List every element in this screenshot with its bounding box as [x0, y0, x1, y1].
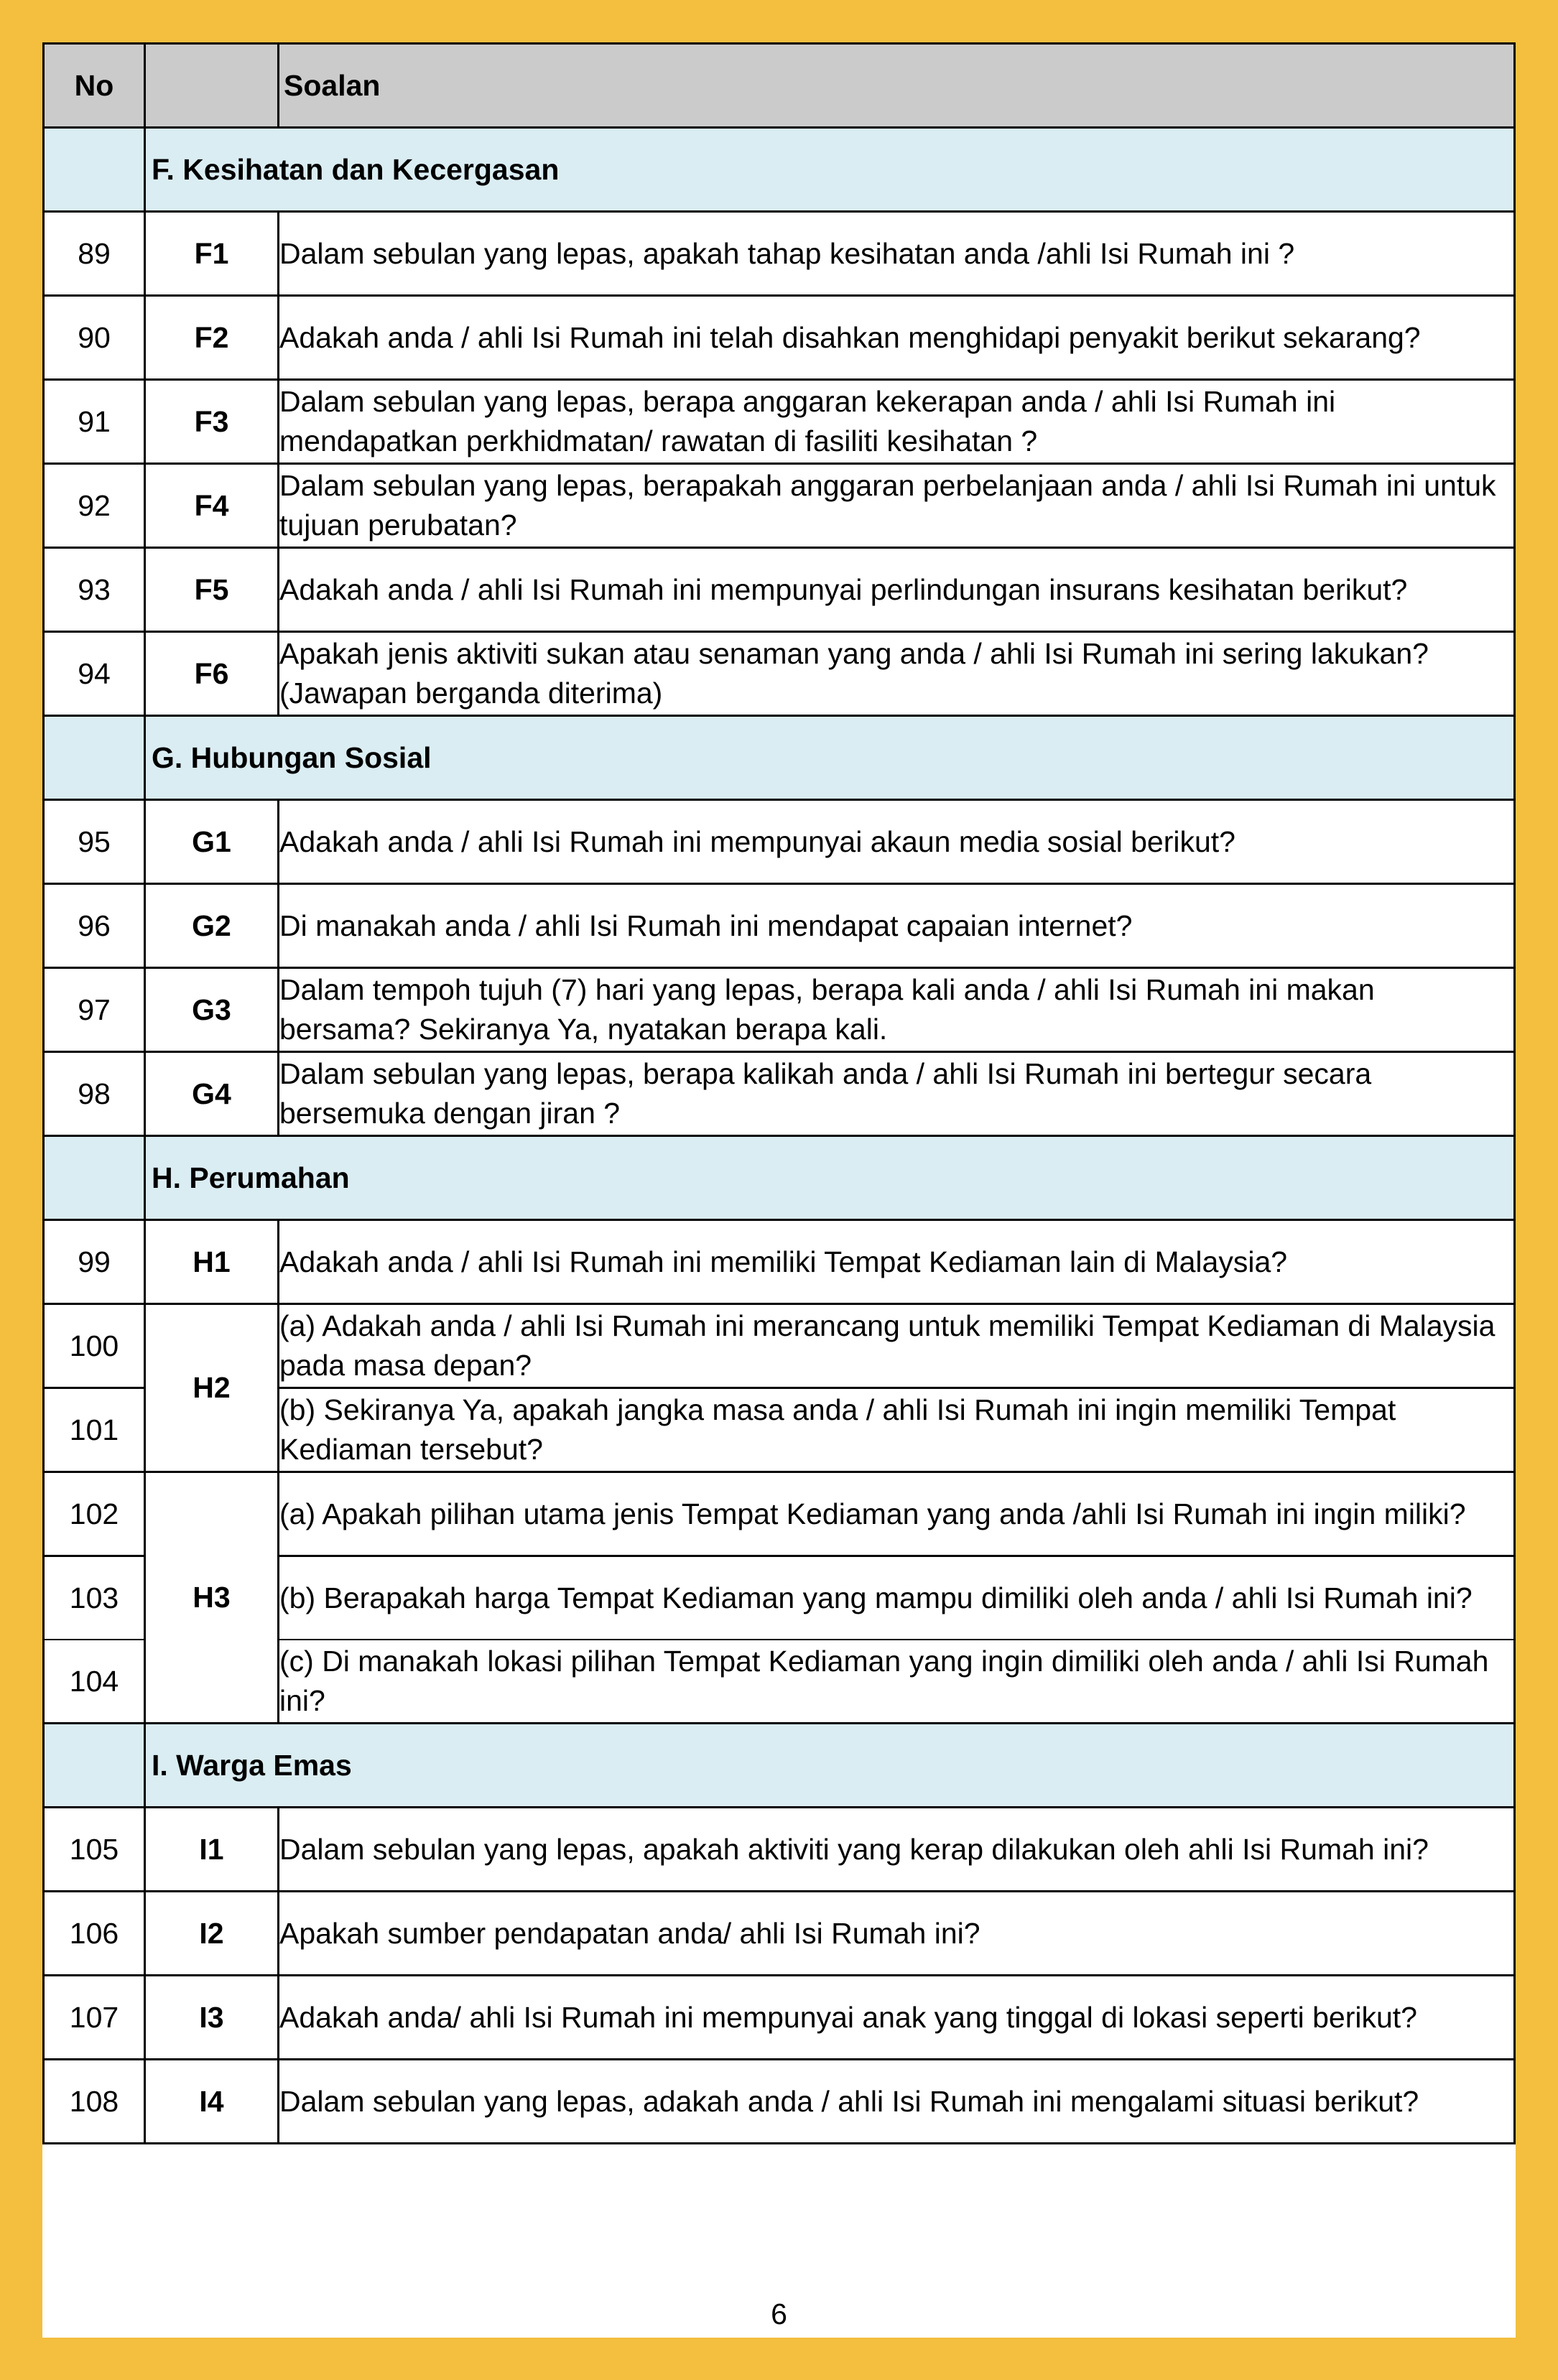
row-question: (a) Apakah pilihan utama jenis Tempat Kediaman yang anda /ahli Isi Rumah ini ingin miliki?: [279, 1472, 1515, 1556]
section-row: [44, 1724, 1515, 1808]
row-question: (a) Adakah anda / ahli Isi Rumah ini merancang untuk memiliki Tempat Kediaman di Malaysia pada masa depan?: [279, 1304, 1515, 1388]
row-no: 90: [44, 296, 145, 380]
row-no: 94: [44, 632, 145, 716]
row-code: H3: [145, 1472, 279, 1724]
table-row: [44, 800, 1515, 884]
table-row: [44, 1052, 1515, 1136]
header-no: No: [44, 44, 145, 128]
row-no: 92: [44, 464, 145, 548]
row-question: Dalam sebulan yang lepas, berapa anggaran kekerapan anda / ahli Isi Rumah ini mendapatkan perkhidmatan/ rawatan di fasiliti kesihatan ?: [279, 380, 1515, 464]
row-code: F2: [145, 296, 279, 380]
section-empty-cell: [44, 716, 145, 800]
row-question: Dalam sebulan yang lepas, berapa kalikah anda / ahli Isi Rumah ini bertegur secara bersemuka dengan jiran ?: [279, 1052, 1515, 1136]
row-question: Dalam sebulan yang lepas, berapakah anggaran perbelanjaan anda / ahli Isi Rumah ini untuk tujuan perubatan?: [279, 464, 1515, 548]
row-no: 104: [44, 1640, 145, 1724]
table-row: [44, 464, 1515, 548]
row-question: Di manakah anda / ahli Isi Rumah ini mendapat capaian internet?: [279, 884, 1515, 968]
row-question: Dalam tempoh tujuh (7) hari yang lepas, berapa kali anda / ahli Isi Rumah ini makan bersama? Sekiranya Ya, nyatakan berapa kali.: [279, 968, 1515, 1052]
row-no: 93: [44, 548, 145, 632]
table-row: [44, 212, 1515, 296]
row-no: 100: [44, 1304, 145, 1388]
section-title: G. Hubungan Sosial: [145, 716, 1515, 800]
header-question: Soalan: [279, 44, 1515, 128]
row-code: F1: [145, 212, 279, 296]
row-code: G4: [145, 1052, 279, 1136]
row-question: Adakah anda/ ahli Isi Rumah ini mempunyai anak yang tinggal di lokasi seperti berikut?: [279, 1976, 1515, 2060]
table-row: [44, 1220, 1515, 1304]
table-header-row: [44, 44, 1515, 128]
row-no: 106: [44, 1892, 145, 1976]
row-no: 99: [44, 1220, 145, 1304]
section-row: [44, 1136, 1515, 1220]
row-code: I2: [145, 1892, 279, 1976]
row-no: 101: [44, 1388, 145, 1472]
row-code: F5: [145, 548, 279, 632]
section-empty-cell: [44, 128, 145, 212]
row-no: 108: [44, 2060, 145, 2144]
table-row: [44, 884, 1515, 968]
table-row: [44, 1976, 1515, 2060]
row-code: F4: [145, 464, 279, 548]
row-no: 102: [44, 1472, 145, 1556]
table-row: [44, 1892, 1515, 1976]
table-row: [44, 1808, 1515, 1892]
row-question: Dalam sebulan yang lepas, adakah anda / ahli Isi Rumah ini mengalami situasi berikut?: [279, 2060, 1515, 2144]
row-question: Dalam sebulan yang lepas, apakah tahap kesihatan anda /ahli Isi Rumah ini ?: [279, 212, 1515, 296]
row-code: G2: [145, 884, 279, 968]
row-code: H1: [145, 1220, 279, 1304]
row-code: F6: [145, 632, 279, 716]
row-code: H2: [145, 1304, 279, 1472]
row-no: 107: [44, 1976, 145, 2060]
row-no: 89: [44, 212, 145, 296]
table-row: [44, 2060, 1515, 2144]
row-question: Apakah sumber pendapatan anda/ ahli Isi Rumah ini?: [279, 1892, 1515, 1976]
section-empty-cell: [44, 1136, 145, 1220]
row-question: (b) Berapakah harga Tempat Kediaman yang mampu dimiliki oleh anda / ahli Isi Rumah ini?: [279, 1556, 1515, 1640]
table-row: [44, 1304, 1515, 1388]
row-question: (c) Di manakah lokasi pilihan Tempat Kediaman yang ingin dimiliki oleh anda / ahli Isi Rumah ini?: [279, 1640, 1515, 1724]
row-no: 105: [44, 1808, 145, 1892]
page-number: 6: [771, 2297, 787, 2330]
row-code: I4: [145, 2060, 279, 2144]
row-code: G1: [145, 800, 279, 884]
row-question: Adakah anda / ahli Isi Rumah ini mempunyai akaun media sosial berikut?: [279, 800, 1515, 884]
header-code: [145, 44, 279, 128]
row-no: 91: [44, 380, 145, 464]
table-row: [44, 632, 1515, 716]
section-title: H. Perumahan: [145, 1136, 1515, 1220]
section-title: I. Warga Emas: [145, 1724, 1515, 1808]
table-row: [44, 380, 1515, 464]
row-no: 103: [44, 1556, 145, 1640]
table-row: [44, 548, 1515, 632]
section-empty-cell: [44, 1724, 145, 1808]
row-code: F3: [145, 380, 279, 464]
row-question: (b) Sekiranya Ya, apakah jangka masa anda / ahli Isi Rumah ini ingin memiliki Tempat Kediaman tersebut?: [279, 1388, 1515, 1472]
row-question: Dalam sebulan yang lepas, apakah aktiviti yang kerap dilakukan oleh ahli Isi Rumah ini?: [279, 1808, 1515, 1892]
document-page: [42, 42, 1516, 2338]
row-no: 97: [44, 968, 145, 1052]
row-code: I3: [145, 1976, 279, 2060]
row-code: G3: [145, 968, 279, 1052]
section-title: F. Kesihatan dan Kecergasan: [145, 128, 1515, 212]
row-no: 95: [44, 800, 145, 884]
row-question: Apakah jenis aktiviti sukan atau senaman yang anda / ahli Isi Rumah ini sering lakukan? (Jawapan berganda diterima): [279, 632, 1515, 716]
questions-table: [42, 42, 1516, 2144]
row-no: 98: [44, 1052, 145, 1136]
section-row: [44, 716, 1515, 800]
section-row: [44, 128, 1515, 212]
row-question: Adakah anda / ahli Isi Rumah ini mempunyai perlindungan insurans kesihatan berikut?: [279, 548, 1515, 632]
row-no: 96: [44, 884, 145, 968]
row-question: Adakah anda / ahli Isi Rumah ini memiliki Tempat Kediaman lain di Malaysia?: [279, 1220, 1515, 1304]
row-code: I1: [145, 1808, 279, 1892]
table-row: [44, 968, 1515, 1052]
table-row: [44, 1472, 1515, 1556]
table-row: [44, 296, 1515, 380]
row-question: Adakah anda / ahli Isi Rumah ini telah disahkan menghidapi penyakit berikut sekarang?: [279, 296, 1515, 380]
